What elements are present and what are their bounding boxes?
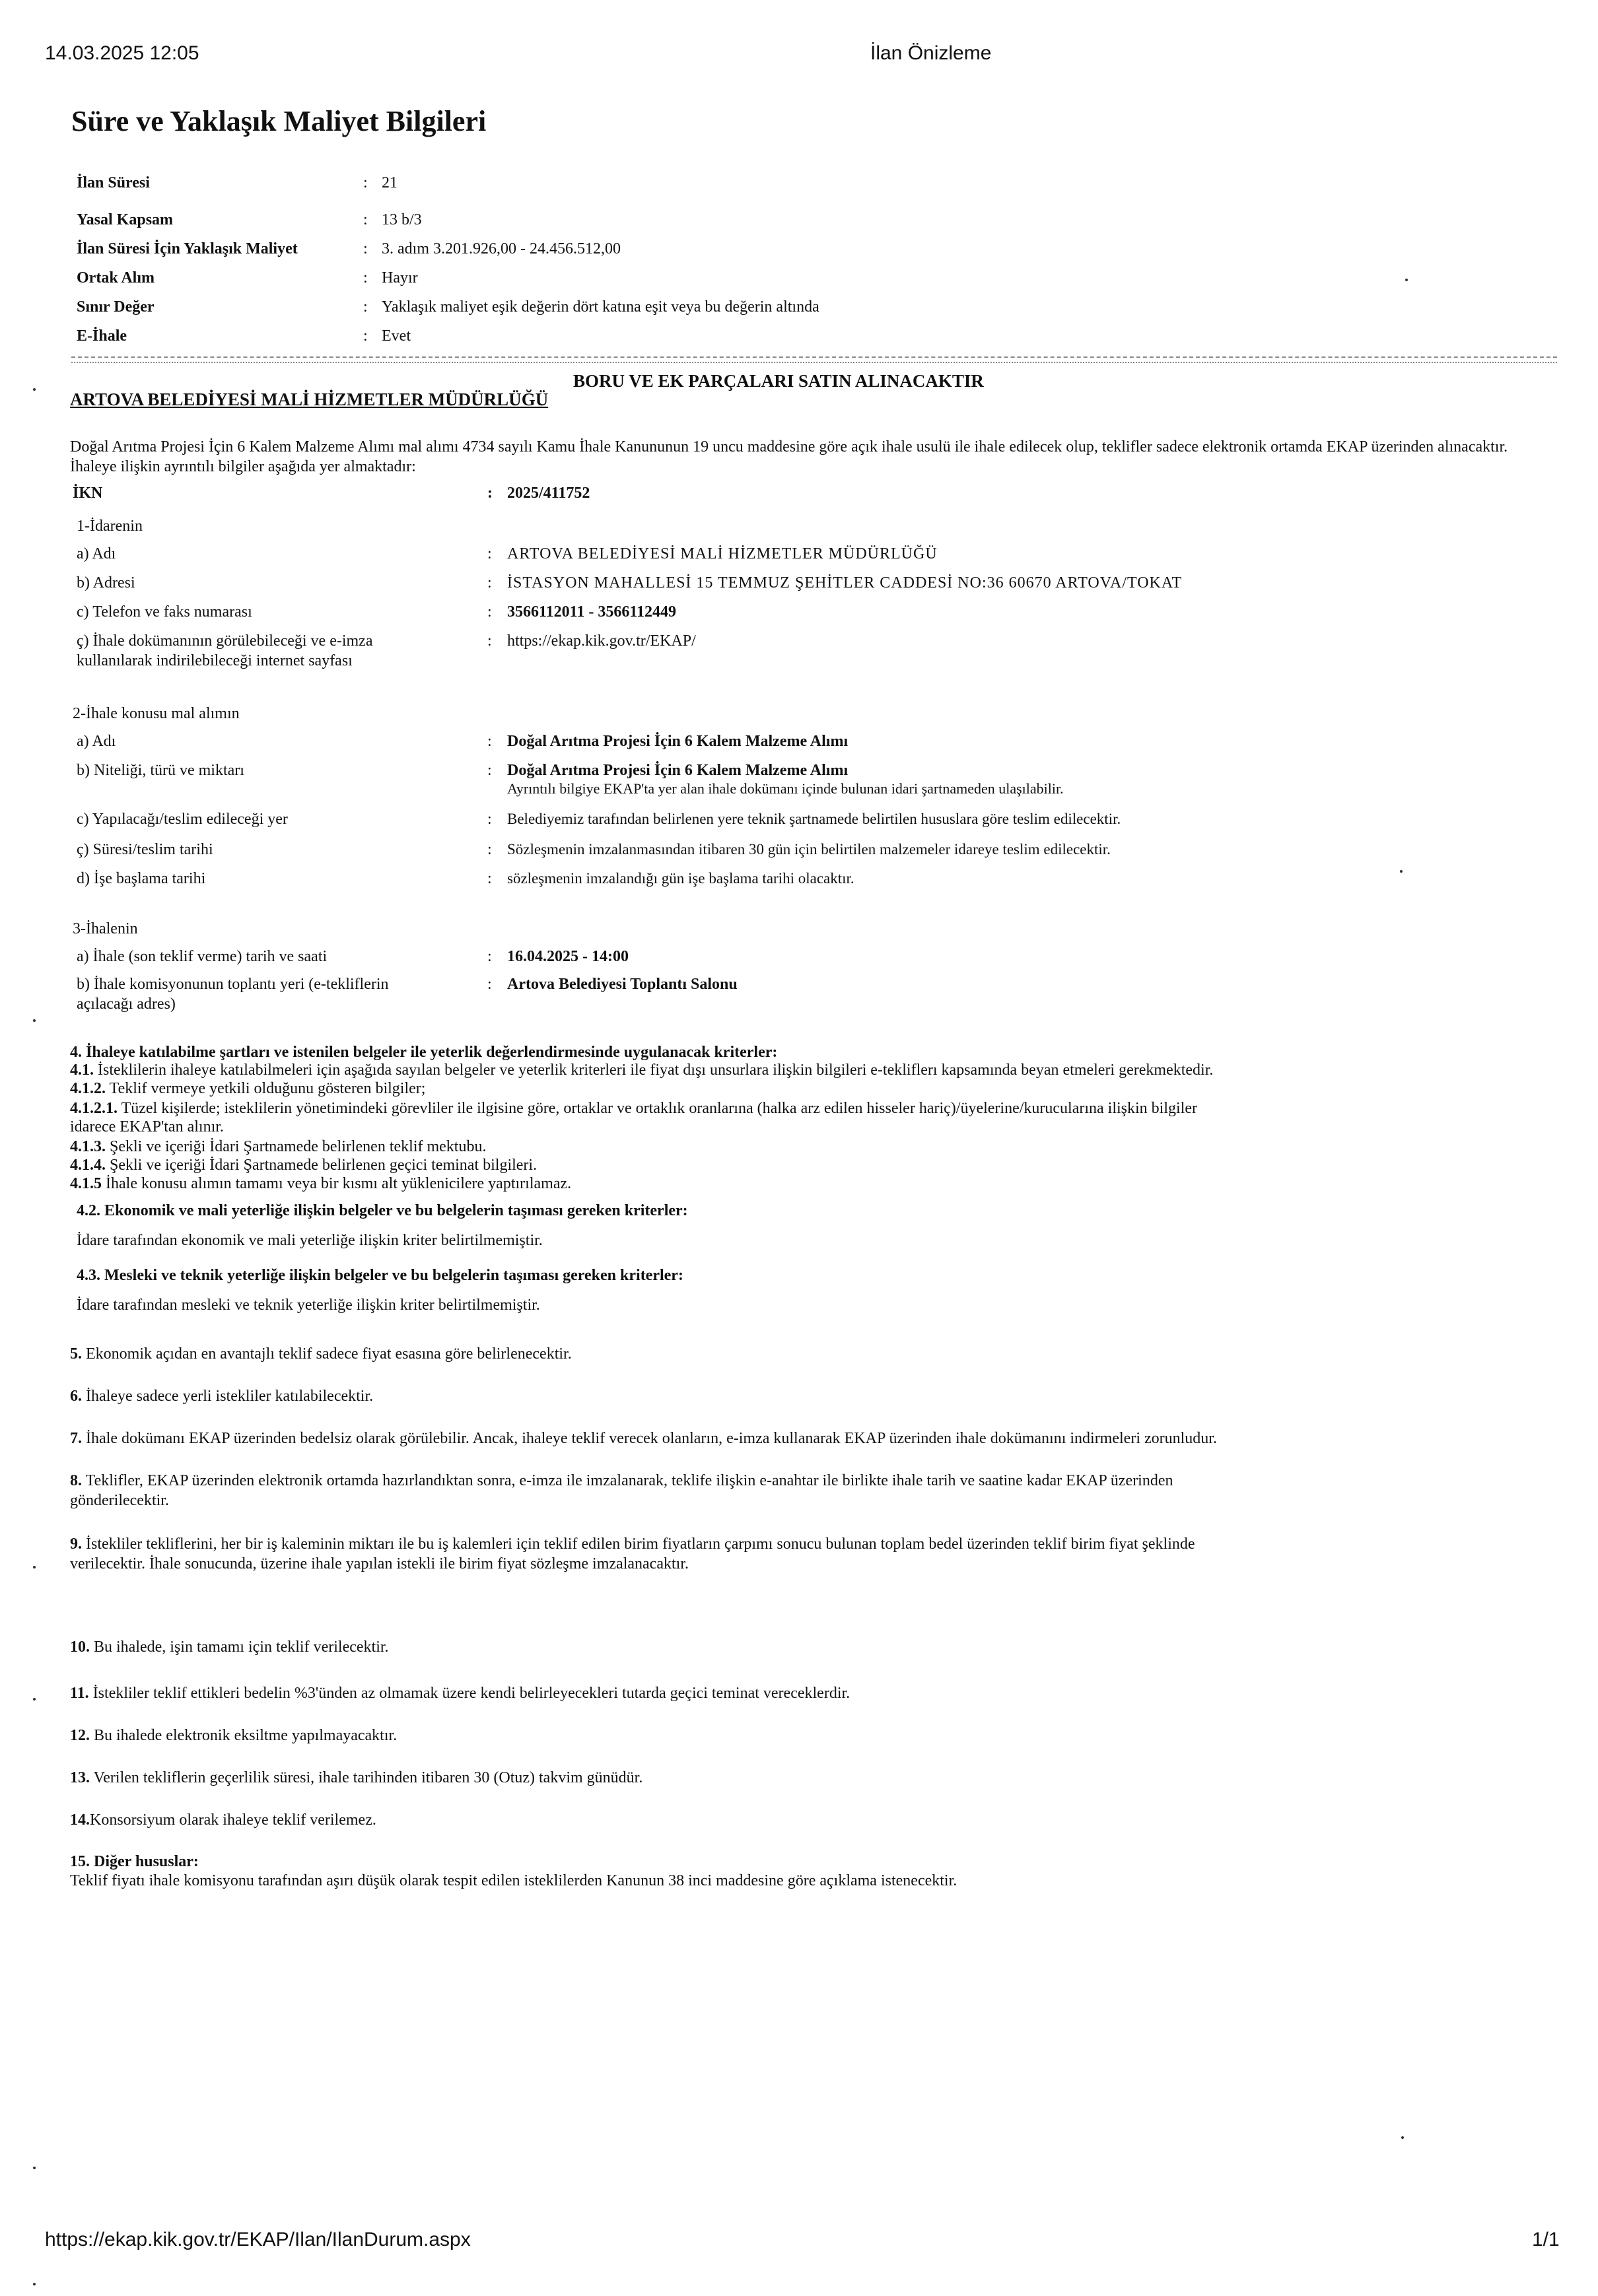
scan-speck bbox=[33, 1698, 36, 1701]
ihale-label: açılacağı adres) bbox=[77, 996, 176, 1013]
s42-text: İdare tarafından ekonomik ve mali yeterliğe ilişkin kriter belirtilmemiştir. bbox=[77, 1232, 543, 1249]
ikn-label: İKN bbox=[73, 485, 103, 502]
scan-speck bbox=[33, 2283, 36, 2285]
clause-continued: verilecektir. İhale sonucunda, üzerine ihale yapılan istekli ile birim fiyat sözleşme imzalanacaktır. bbox=[70, 1555, 689, 1572]
summary-value: Yaklaşık maliyet eşik değerin dört katına eşit veya bu değerin altında bbox=[382, 298, 819, 316]
s4-item bbox=[70, 1079, 425, 1098]
divider bbox=[71, 356, 1557, 358]
mal-colon: : bbox=[487, 733, 492, 750]
idare-value: 3566112011 - 3566112449 bbox=[507, 603, 677, 621]
mal-colon: : bbox=[487, 870, 492, 887]
s4-heading: 4. İhaleye katılabilme şartları ve istenilen belgeler ile yeterlik değerlendirmesinde uygulanacak kriterler: bbox=[70, 1044, 778, 1061]
clause bbox=[70, 1810, 376, 1830]
scan-speck bbox=[33, 2167, 36, 2169]
s4-item-num: 4.1.3. bbox=[70, 1138, 106, 1155]
mal-label: ç) Süresi/teslim tarihi bbox=[77, 841, 213, 858]
scan-speck bbox=[33, 388, 36, 391]
print-datetime: 14.03.2025 12:05 bbox=[45, 42, 199, 64]
summary-colon: : bbox=[363, 269, 368, 287]
mal-value: Doğal Arıtma Projesi İçin 6 Kalem Malzeme Alımı bbox=[507, 762, 849, 779]
s4-item-text: Şekli ve içeriği İdari Şartnamede belirlenen teklif mektubu. bbox=[110, 1138, 487, 1155]
summary-colon: : bbox=[363, 298, 368, 316]
idare-label: ç) İhale dokümanının görülebileceği ve e-imza bbox=[77, 632, 373, 650]
clause bbox=[70, 1471, 1562, 1491]
clause-num: 6. bbox=[70, 1388, 82, 1405]
mal-label: b) Niteliği, türü ve miktarı bbox=[77, 762, 244, 779]
mal-value: Sözleşmenin imzalanmasından itibaren 30 gün için belirtilen malzemeler idareye teslim edilecektir. bbox=[507, 841, 1111, 858]
mal-value: Doğal Arıtma Projesi İçin 6 Kalem Malzeme Alımı bbox=[507, 733, 849, 750]
notice-authority: ARTOVA BELEDİYESİ MALİ HİZMETLER MÜDÜRLÜĞÜ bbox=[70, 389, 549, 409]
ihale-value: 16.04.2025 - 14:00 bbox=[507, 948, 629, 965]
s4-item-text: Şekli ve içeriği İdari Şartnamede belirlenen geçici teminat bilgileri. bbox=[110, 1157, 538, 1174]
s4-item-text: İsteklilerin ihaleye katılabilmeleri için aşağıda sayılan belgeler ve yeterlik kriterleri ile fiyat dışı unsurlara ilişkin bilgileri e-tekliflerı kapsamında beyan etmeleri gerekmektedir. bbox=[98, 1062, 1214, 1079]
s4-item bbox=[70, 1060, 1562, 1080]
clause-num: 5. bbox=[70, 1345, 82, 1363]
clause-text: Konsorsiyum olarak ihaleye teklif verilemez. bbox=[90, 1811, 376, 1829]
ihale-colon: : bbox=[487, 976, 492, 993]
idare-colon: : bbox=[487, 574, 492, 591]
clause-num: 8. bbox=[70, 1472, 82, 1489]
clause-num: 11. bbox=[70, 1685, 89, 1702]
ihale-label: a) İhale (son teklif verme) tarih ve saati bbox=[77, 948, 328, 965]
clause bbox=[70, 1429, 1562, 1448]
idare-label: kullanılarak indirilebileceği internet sayfası bbox=[77, 652, 353, 669]
idare-value: ARTOVA BELEDİYESİ MALİ HİZMETLER MÜDÜRLÜĞÜ bbox=[507, 545, 938, 562]
section-idare-heading: 1-İdarenin bbox=[77, 518, 143, 535]
s42-heading: 4.2. Ekonomik ve mali yeterliğe ilişkin belgeler ve bu belgelerin taşıması gereken kriterler: bbox=[77, 1202, 688, 1219]
ihale-label: b) İhale komisyonunun toplantı yeri (e-tekliflerin bbox=[77, 976, 389, 993]
notice-intro: Doğal Arıtma Projesi İçin 6 Kalem Malzeme Alımı mal alımı 4734 sayılı Kamu İhale Kanununun 19 uncu maddesine göre açık ihale usulü ile ihale edilecek olup, teklifler sadece elektronik ortamda EKAP üzerinden alınacaktır. İhaleye ilişkin ayrıntılı bilgiler aşağıda yer almaktadır: bbox=[70, 438, 1508, 475]
print-title: İlan Önizleme bbox=[870, 42, 992, 64]
s4-item-continued: idarece EKAP'tan alınır. bbox=[70, 1118, 224, 1135]
idare-colon: : bbox=[487, 603, 492, 621]
clause bbox=[70, 1344, 572, 1364]
s4-item-num: 4.1. bbox=[70, 1062, 94, 1079]
clause-text: İhaleye sadece yerli istekliler katılabilecektir. bbox=[86, 1388, 374, 1405]
summary-value: 3. adım 3.201.926,00 - 24.456.512,00 bbox=[382, 240, 621, 257]
notice-title: BORU VE EK PARÇALARI SATIN ALINACAKTIR bbox=[573, 371, 984, 391]
scan-speck bbox=[33, 1566, 36, 1569]
s4-item-num: 4.1.2. bbox=[70, 1080, 106, 1097]
summary-label: E-İhale bbox=[77, 327, 127, 345]
s4-item bbox=[70, 1155, 537, 1175]
clause-num: 12. bbox=[70, 1727, 90, 1744]
mal-value: Belediyemiz tarafından belirlenen yere teknik şartnamede belirtilen hususlara göre teslim edilecektir. bbox=[507, 811, 1121, 827]
idare-label: b) Adresi bbox=[77, 574, 135, 591]
scan-speck bbox=[33, 1019, 36, 1022]
clause bbox=[70, 1386, 373, 1406]
s4-item-num: 4.1.5 bbox=[70, 1175, 102, 1192]
s4-item-text: Tüzel kişilerde; isteklilerin yönetimindeki görevliler ile ilgisine göre, ortaklar ve ortaklık oranlarına (halka arz edilen hisseler hariç)/üyelerine/kurucularına ilişkin bilgiler bbox=[121, 1100, 1197, 1117]
s43-text: İdare tarafından mesleki ve teknik yeterliğe ilişkin kriter belirtilmemiştir. bbox=[77, 1297, 540, 1314]
section-mal-heading: 2-İhale konusu mal alımın bbox=[73, 705, 240, 722]
clause bbox=[70, 1683, 850, 1703]
clause-num: 7. bbox=[70, 1430, 82, 1447]
s4-item-text: Teklif vermeye yetkili olduğunu gösteren bilgiler; bbox=[109, 1080, 426, 1097]
summary-heading: Süre ve Yaklaşık Maliyet Bilgileri bbox=[71, 105, 487, 137]
clause-text: İhale dokümanı EKAP üzerinden bedelsiz olarak görülebilir. Ancak, ihaleye teklif verecek olanların, e-imza kullanarak EKAP üzerinden ihale dokümanını indirmeleri zorunludur. bbox=[86, 1430, 1217, 1447]
summary-colon: : bbox=[363, 174, 368, 191]
summary-value: Hayır bbox=[382, 269, 418, 287]
s15-text: Teklif fiyatı ihale komisyonu tarafından aşırı düşük olarak tespit edilen isteklilerden Kanunun 38 inci maddesine göre açıklama istenecektir. bbox=[70, 1872, 957, 1889]
clause bbox=[70, 1726, 397, 1745]
summary-label: İlan Süresi bbox=[77, 174, 150, 191]
section-ihale-heading: 3-İhalenin bbox=[73, 920, 138, 937]
mal-label: a) Adı bbox=[77, 733, 116, 750]
mal-label: d) İşe başlama tarihi bbox=[77, 870, 206, 887]
clause-text: Ekonomik açıdan en avantajlı teklif sadece fiyat esasına göre belirlenecektir. bbox=[86, 1345, 572, 1363]
summary-value: Evet bbox=[382, 327, 411, 345]
s4-item-num: 4.1.2.1. bbox=[70, 1100, 118, 1117]
idare-label: c) Telefon ve faks numarası bbox=[77, 603, 252, 621]
idare-label: a) Adı bbox=[77, 545, 116, 562]
mal-value: sözleşmenin imzalandığı gün işe başlama tarihi olacaktır. bbox=[507, 870, 854, 887]
scan-speck bbox=[1401, 2136, 1404, 2139]
clause-num: 9. bbox=[70, 1536, 82, 1553]
idare-colon: : bbox=[487, 545, 492, 562]
s4-item bbox=[70, 1098, 1562, 1118]
clause-num: 14. bbox=[70, 1811, 90, 1829]
clause bbox=[70, 1534, 1562, 1554]
print-url: https://ekap.kik.gov.tr/EKAP/Ilan/IlanDurum.aspx bbox=[45, 2229, 471, 2250]
idare-value: https://ekap.kik.gov.tr/EKAP/ bbox=[507, 632, 696, 650]
print-page-number: 1/1 bbox=[1532, 2229, 1560, 2250]
idare-colon: : bbox=[487, 632, 492, 650]
mal-colon: : bbox=[487, 811, 492, 828]
s4-item-num: 4.1.4. bbox=[70, 1157, 106, 1174]
clause-text: Verilen tekliflerin geçerlilik süresi, ihale tarihinden itibaren 30 (Otuz) takvim günüdür. bbox=[93, 1769, 643, 1786]
clause bbox=[70, 1637, 389, 1657]
mal-colon: : bbox=[487, 841, 492, 858]
mal-label: c) Yapılacağı/teslim edileceği yer bbox=[77, 811, 288, 828]
s43-heading: 4.3. Mesleki ve teknik yeterliğe ilişkin belgeler ve bu belgelerin taşıması gereken kriterler: bbox=[77, 1267, 683, 1284]
summary-label: Ortak Alım bbox=[77, 269, 155, 287]
s4-item bbox=[70, 1137, 486, 1157]
s4-item-text: İhale konusu alımın tamamı veya bir kısmı alt yüklenicilere yaptırılamaz. bbox=[106, 1175, 572, 1192]
s15-heading: 15. Diğer hususlar: bbox=[70, 1853, 199, 1870]
summary-value: 13 b/3 bbox=[382, 211, 422, 228]
clause-text: Bu ihalede, işin tamamı için teklif verilecektir. bbox=[94, 1638, 389, 1656]
summary-colon: : bbox=[363, 240, 368, 257]
clause-continued: gönderilecektir. bbox=[70, 1492, 169, 1509]
scan-speck bbox=[1400, 870, 1403, 873]
divider bbox=[71, 362, 1557, 363]
clause bbox=[70, 1768, 643, 1788]
summary-value: 21 bbox=[382, 174, 398, 191]
ihale-colon: : bbox=[487, 948, 492, 965]
scan-speck bbox=[1405, 279, 1408, 281]
ikn-colon: : bbox=[487, 485, 493, 502]
mal-colon: : bbox=[487, 762, 492, 779]
clause-text: İstekliler teklif ettikleri bedelin %3'ünden az olmamak üzere kendi belirleyecekleri tutarda geçici teminat vereceklerdir. bbox=[92, 1685, 851, 1702]
summary-colon: : bbox=[363, 327, 368, 345]
summary-label: Sınır Değer bbox=[77, 298, 155, 316]
clause-num: 10. bbox=[70, 1638, 90, 1656]
summary-label: İlan Süresi İçin Yaklaşık Maliyet bbox=[77, 240, 298, 257]
ihale-value: Artova Belediyesi Toplantı Salonu bbox=[507, 976, 738, 993]
clause-num: 13. bbox=[70, 1769, 90, 1786]
clause-text: Teklifler, EKAP üzerinden elektronik ortamda hazırlandıktan sonra, e-imza ile imzalanarak, teklife ilişkin e-anahtar ile birlikte ihale tarih ve saatine kadar EKAP üzerinden bbox=[85, 1472, 1173, 1489]
ikn-value: 2025/411752 bbox=[507, 485, 590, 502]
clause-text: İstekliler tekliflerini, her bir iş kaleminin miktarı ile bu iş kalemleri için teklif edilen birim fiyatların çarpımı sonucu bulunan toplam bedel üzerinden teklif birim fiyat şeklinde bbox=[86, 1536, 1195, 1553]
summary-colon: : bbox=[363, 211, 368, 228]
idare-value: İSTASYON MAHALLESİ 15 TEMMUZ ŞEHİTLER CADDESİ NO:36 60670 ARTOVA/TOKAT bbox=[507, 574, 1183, 591]
clause-text: Bu ihalede elektronik eksiltme yapılmayacaktır. bbox=[94, 1727, 398, 1744]
s4-item bbox=[70, 1174, 571, 1194]
summary-label: Yasal Kapsam bbox=[77, 211, 174, 228]
mal-value-note: Ayrıntılı bilgiye EKAP'ta yer alan ihale dokümanı içinde bulunan idari şartnameden ulaşılabilir. bbox=[507, 780, 1064, 797]
